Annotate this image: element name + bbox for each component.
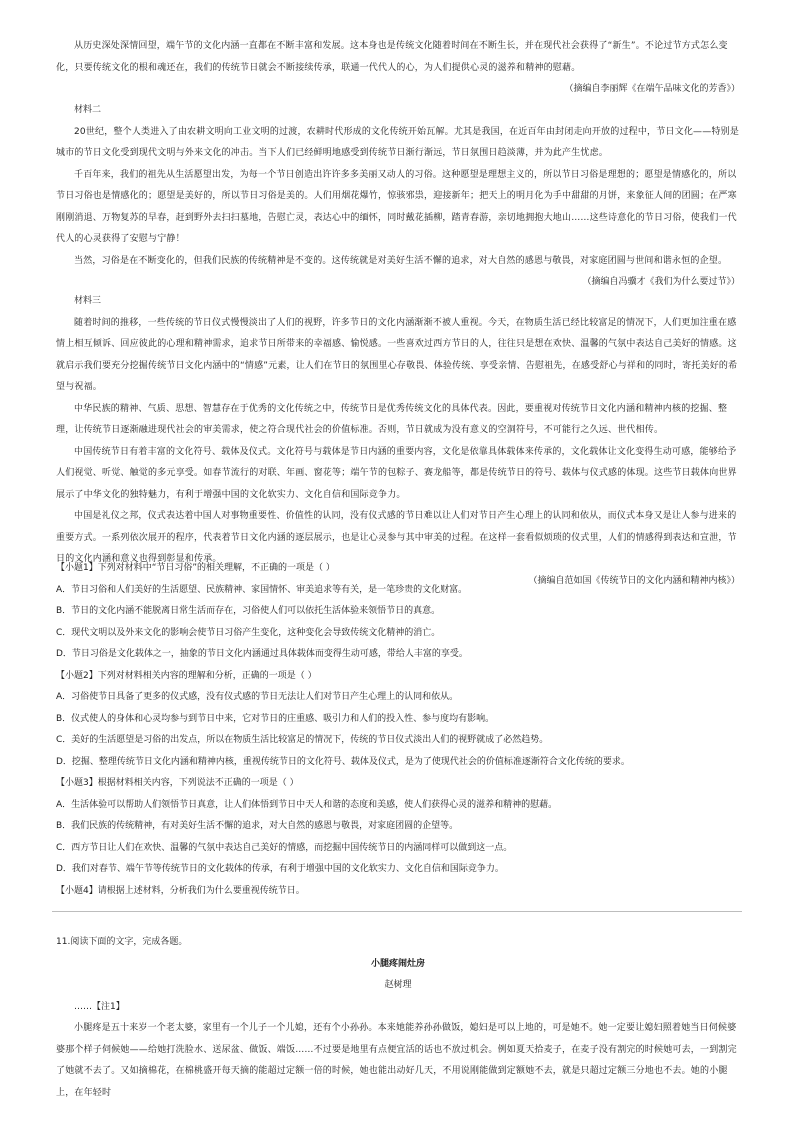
question-option: B．我们民族的传统精神，有对美好生活不懈的追求，对大自然的感恩与敬畏，对家庭团圆的企望等。: [56, 821, 459, 831]
question-option: C．美好的生活愿望是习俗的出发点，所以在物质生活比较富足的情况下，传统的节日仪式淡出人们的视野就成了必然趋势。: [56, 735, 549, 745]
section11: [56, 932, 740, 1104]
question-option: D．挖掘、整理传统节日文化内涵和精神内核，重视传统节日的文化符号、载体及仪式，是为了使现代社会的价值标准逐渐符合文化传统的要求。: [56, 756, 630, 767]
question-option: D．我们对春节、端午节等传统节日的文化载体的传承，有利于增强中国的文化软实力、文化自信和国际竞争力。: [56, 864, 504, 874]
intro-paragraph: 从历史深处深情回望，端午节的文化内涵一直都在不断丰富和发展。这本身也是传统文化随着时间在不断生长，并在现代社会获得了“新生”。不论过节方式怎么变化，只要传统文化的根和魂还在，我们的传统节日就会不断接续传承，联通一代代人的心，为人们提供心灵的滋养和精神的慰藉。: [56, 41, 728, 73]
material3-label: 材料三: [74, 296, 102, 306]
questions-section: [56, 558, 740, 902]
section-divider: [52, 911, 742, 912]
question-option: C．西方节日让人们在欢快、温馨的气氛中表达自己美好的情感，而挖掘中国传统节日的内涵同样可以做到这一点。: [56, 842, 513, 853]
question-stem: 【小题1】下列对材料中“节日习俗”的相关理解，不正确的一项是（ ）: [56, 563, 335, 573]
material2-label: 材料二: [74, 105, 102, 115]
material2-source: （摘编自冯骥才《我们为什么要过节》）: [582, 277, 740, 287]
material3-section: [56, 291, 740, 592]
material2-paragraph: 当然，习俗是在不断变化的，但我们民族的传统精神是不变的。这传统就是对美好生活不懈的追求，对大自然的感恩与敬畏，对家庭团圆与世间和谐永恒的企望。: [74, 255, 728, 266]
material2-paragraph: 千百年来，我们的祖先从生活愿望出发，为每一个节日创造出许许多多美丽又动人的习俗。这种愿望是理想主义的，所以节日习俗是理想的；愿望是情感化的，所以节日习俗也是情感化的；愿望是美好的，所以节日习俗是美的。人们用烟花爆竹，惊骇邪祟，迎接新年；把天上的明月化为手中甜甜的月饼，来象征人间的团圆；在严寒刚刚消退、万物复苏的早春，赶到野外去扫扫墓地，告慰亡灵，表达心中的缅怀，同时戴花插柳，踏青春游，亲切地拥抱大地山……这些诗意化的节日习俗，使我们一代代人的心灵获得了安慰与宁静！: [56, 169, 737, 244]
question-option: A．生活体验可以帮助人们领悟节日真意，让人们体悟到节日中天人和谐的态度和美感，使人们获得心灵的滋养和精神的慰藉。: [56, 799, 558, 810]
question-option: C．现代文明以及外来文化的影响会使节日习俗产生变化，这种变化会导致传统文化精神的消亡。: [56, 627, 441, 638]
story-note: ……【注1】: [74, 1001, 125, 1012]
question-stem: 【小题2】下列对材料相关内容的理解和分析，正确的一项是（ ）: [56, 670, 317, 681]
question-option: A．节日习俗和人们美好的生活愿望、民族精神、家国情怀、审美追求等有关，是一笔珍贵的文化财富。: [56, 584, 468, 595]
story-author: 赵树理: [384, 980, 412, 990]
story-title: 小腿疼闹灶房: [370, 958, 425, 969]
material3-paragraph: 随着时间的推移，一些传统的节日仪式慢慢淡出了人们的视野，许多节日的文化内涵渐渐不被人重视。今天，在物质生活已经比较富足的情况下，人们更加注重在感情上相互倾诉、回应彼此的心理和精神需求，追求节日所带来的幸福感、愉悦感。一些喜欢过西方节日的人，往往只是想在欢快、温馨的气氛中表达自己美好的情感。这就启示我们要充分挖掘传统节日文化内涵中的“情感”元素，让人们在节日的氛围里心存敬畏、体验传统、享受亲情、告慰祖先，在感受舒心与祥和的同时，寄托美好的希望与祝福。: [56, 317, 738, 392]
story-paragraph: 小腿疼是五十来岁一个老太婆，家里有一个儿子一个儿媳，还有个小孙孙。本来她能养孙孙做饭，媳妇是可以上地的，可是她不。她一定要让媳妇照着她当日伺候婆婆那个样子伺候她——给她打洗脸水、送尿盆、做饭、端饭……不过要是地里有点便宜活的话也不放过机会。例如夏天拾麦子，在麦子没有割完的时候她可去，一到割完了她就不去了。又如摘棉花，在棉桃盛开每天摘的能超过定额一倍的时候，她也能出动好几天，不用说刚能做到定额她不去，就是只超过定额三分地也不去。她的小腿上，在年轻时: [56, 1023, 737, 1098]
section11-heading: 11.阅读下面的文字，完成各题。: [56, 937, 188, 947]
question-stem: 【小题3】根据材料相关内容，下列说法不正确的一项是（ ）: [56, 778, 299, 788]
material3-source: （摘编自范如国《传统节日的文化内涵和精神内核》）: [528, 575, 740, 586]
material3-paragraph: 中国传统节日有着丰富的文化符号、载体及仪式。文化符号与载体是节日内涵的重要内容，文化是依靠具体载体来传承的，文化载体让文化变得生动可感，能够给予人们视觉、听觉、触觉的多元享受。如春节流行的对联、年画、窗花等；端午节的包粽子、赛龙船等，都是传统节日的符号、载体与仪式感的体现。这些节日载体向世界展示了中华文化的独特魅力，有利于增强中国的文化软实力、文化自信和国际竞争力。: [56, 446, 737, 500]
intro-section: [56, 36, 740, 101]
material3-paragraph: 中国是礼仪之邦，仪式表达着中国人对事物重要性、价值性的认同，没有仪式感的节日难以让人们对节日产生心理上的认同和依从，而仪式本身又是让人参与进来的重要方式。一系列依次展开的程序，代表着节日文化内涵的逐层展示，也是让心灵参与其中审美的过程。在这样一套看似烦琐的仪式里，人们的情感得到表达和宣泄，节日的文化内涵和意义也得到彰显和传承。: [56, 511, 737, 564]
material2-paragraph: 20世纪，整个人类进入了由农耕文明向工业文明的过渡，农耕时代形成的文化传统开始瓦解。尤其是我国，在近百年由封闭走向开放的过程中，节日文化——特别是城市的节日文化受到现代文明与外来文化的冲击。当下人们已经鲜明地感受到传统节日渐行渐远，节日氛围日趋淡薄，并为此产生忧虑。: [56, 126, 740, 158]
question-option: D．节日习俗是文化载体之一，抽象的节日文化内涵通过具体载体而变得生动可感，带给人丰富的享受。: [56, 649, 468, 659]
material2-section: [56, 100, 740, 294]
question-option: B．节日的文化内涵不能脱离日常生活而存在，习俗使人们可以依托生活体验来领悟节日的真意。: [56, 606, 441, 616]
question-stem: 【小题4】请根据上述材料，分析我们为什么要重视传统节日。: [56, 885, 305, 896]
question-option: A．习俗使节日具备了更多的仪式感，没有仪式感的节日无法让人们对节日产生心理上的认同和依从。: [56, 692, 459, 702]
intro-source: （摘编自李丽辉《在端午品味文化的芳香》）: [564, 84, 740, 94]
material3-paragraph: 中华民族的精神、气质、思想、智慧存在于优秀的文化传统之中，传统节日是优秀传统文化的具体代表。因此，要重视对传统节日文化内涵和精神内核的挖掘、整理，让传统节日逐渐融进现代社会的审美需求，使之符合现代社会的价值标准。否则，节日就成为没有意义的空洞符号，不可能行之久远、世代相传。: [56, 403, 728, 435]
question-option: B．仪式使人的身体和心灵均参与到节日中来，它对节日的庄重感、吸引力和人们的投入性、参与度均有影响。: [56, 713, 495, 724]
